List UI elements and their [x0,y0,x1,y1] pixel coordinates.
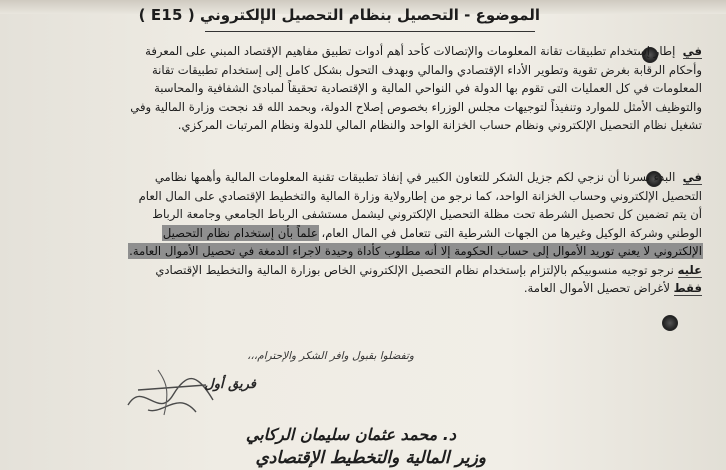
paragraph-2-lead: في [682,170,702,184]
paragraph-1-lead: في [682,44,702,58]
paragraph-2-lead: فقط [673,281,702,295]
paragraph-2 [12,168,702,298]
highlighted-text: الإلكتروني لا يعني توريد الأموال إلى حساب الحكومة إلا أنه مطلوب كأداة وحيدة لاجراء الدمغة في تحصيل الأموال العامة. [129,244,702,258]
paragraph-2-line: الوطني وشركة الوكيل وغيرها من الجهات الشرطية التى تتعامل في المال العام، علماً بأن إستخدام نظام التحصيل [162,225,702,240]
paragraph-1-line: والتوظيف الأمثل للموارد وتنفيذاً لتوجيهات مجلس الوزراء بخصوص إصلاح الدولة، وبحمد الله قد نجحت وزارة المالية وفي [130,99,702,114]
paragraph-1 [12,42,702,135]
handwritten-signature [118,360,228,430]
closing-remark: وتفضلوا بقبول وافر الشكر والإحترام،،، [247,350,414,362]
highlighted-text: علماً بأن إستخدام نظام التحصيل [162,225,318,240]
paragraph-2-line [12,242,702,261]
signer-rank: فريق أول [204,377,256,392]
hole-punch-mark [662,315,678,331]
paragraph-2-line: عليه نرجو توجيه منسوبيكم بالإلتزام بإستخدام نظام التحصيل الإلكتروني الخاص بوزارة المالية والتخطيط الإقتصادي [155,262,702,277]
paragraph-2-line: فقط لأغراض تحصيل الأموال العامة. [523,281,702,295]
paragraph-1-line: تشغيل نظام التحصيل الإلكتروني ونظام حساب الخزانة الواحد والنظام المالي للدولة ونظام المرتبات المركزي. [177,118,702,132]
title-underline [205,31,535,32]
signer-name: د. محمد عثمان سليمان الركابي [245,425,456,444]
paragraph-2-line: أن يتم تضمين كل تحصيل الشرطة تحت مظلة التحصيل الإلكتروني ليشمل مستشفى الرباط الجامعي وجامعة الرباط [152,207,702,221]
paragraph-1-line: وأحكام الرقابة بغرض تقوية وتطوير الأداء الإقتصادي والمالي وبهدف التحول بشكل كامل إلى إستخدام تطبيقات تقانة [151,62,702,77]
document-title: الموضوع - التحصيل بنظام التحصيل الإلكتروني ( E15 ) [138,6,540,24]
signer-position: وزير المالية والتخطيط الإقتصادي [255,448,486,468]
paragraph-1-line: في إطار إستخدام تطبيقات تقانة المعلومات والإتصالات كأحد أهم أدوات تطبيق مفاهيم الإقتصاد المبني على المعرفة [145,44,702,58]
paragraph-2-line: في البدء يسرنا أن نزجي لكم جزيل الشكر للتعاون الكبير في إنفاذ تطبيقات تقنية المعلومات المالية وأهمها نظامي [154,170,702,184]
paragraph-1-line: المعلومات في كل العمليات التى تقوم بها الدولة في النواحي المالية و الإقتصادية تحقيقاً لمبادئ الشفافية والمحاسبة [154,81,702,95]
paragraph-2-lead: عليه [677,262,702,277]
paragraph-2-line: التحصيل الإلكتروني وحساب الخزانة الواحد، كما نرجو من إطارولاية وزارة المالية والتخطيط الإقتصادي على المال العام [138,188,702,203]
